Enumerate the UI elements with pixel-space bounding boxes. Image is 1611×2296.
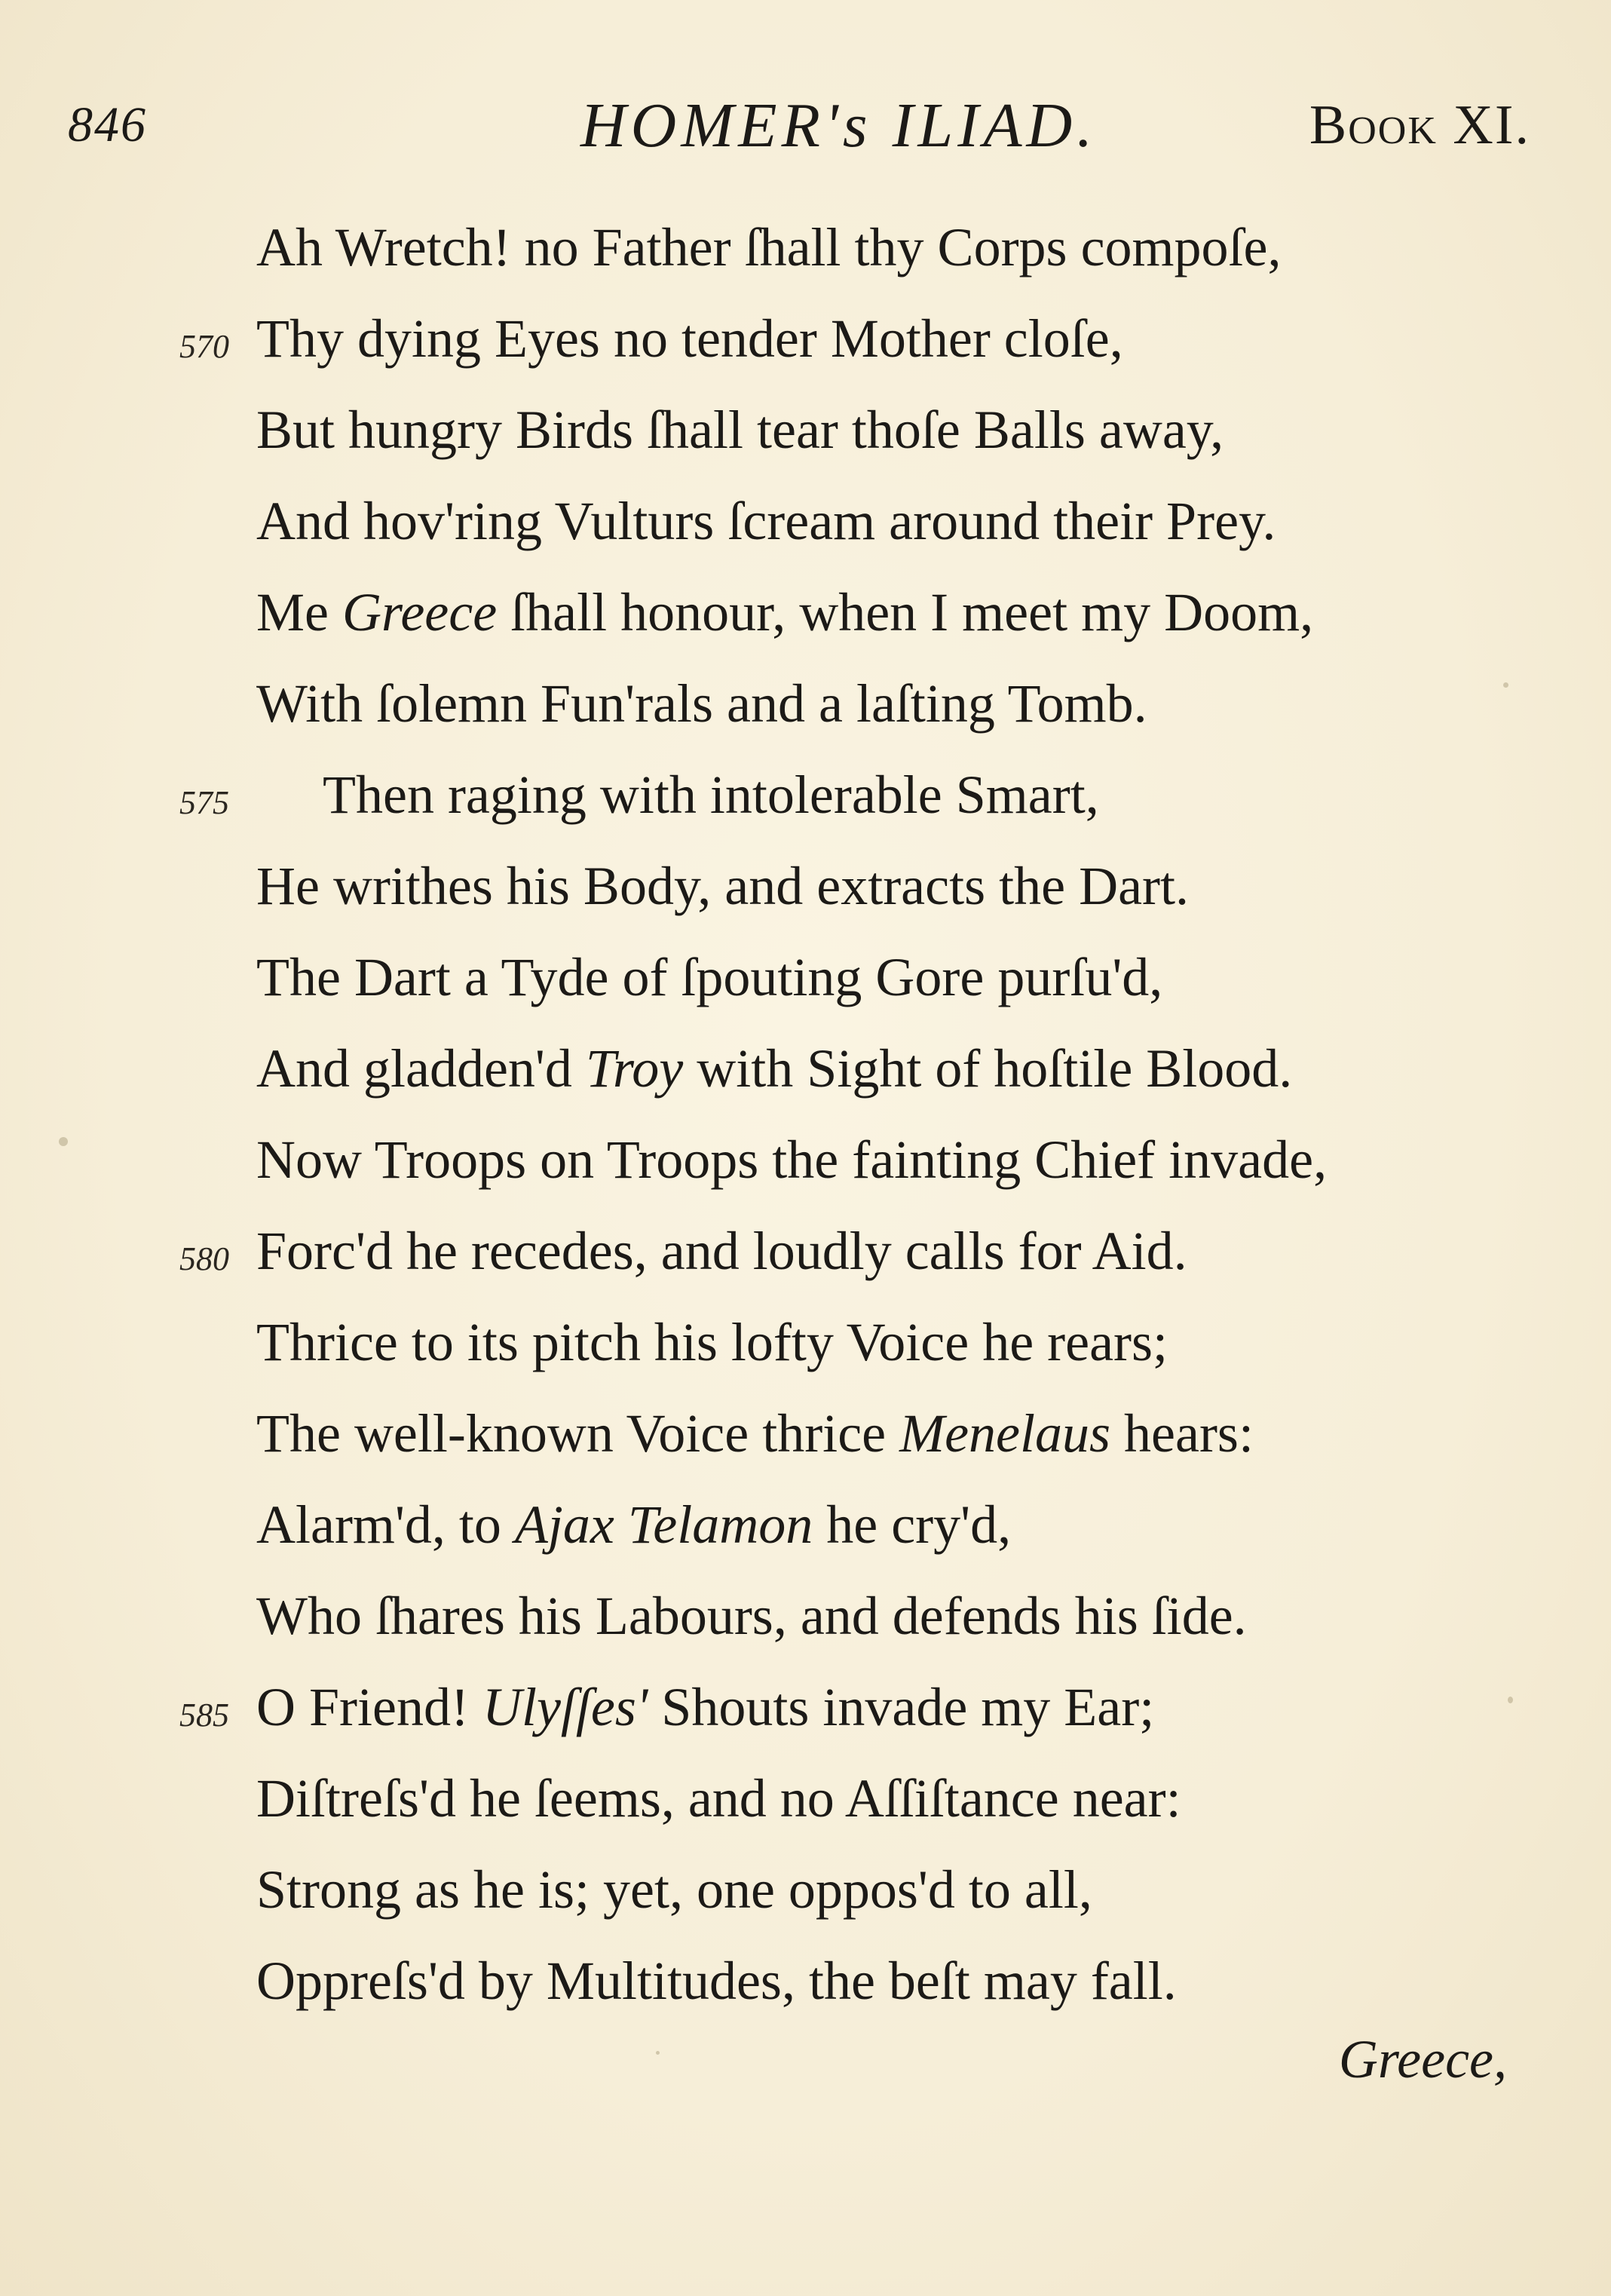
verse-line [0,1571,1611,1662]
line-number: 585 [179,1697,229,1733]
verse-line [0,1479,1611,1571]
verse-segment: Strong as he is; yet, one oppos'd to all, [256,1859,1092,1920]
verse-text [256,567,1313,658]
verse-line [0,293,1611,385]
verse-segment: He writhes his Body, and extracts the Dart. [256,856,1190,916]
verse-segment: Then raging with intolerable Smart, [323,765,1099,825]
verse-segment: And hov'ring Vulturs ſcream around their Prey. [256,491,1276,551]
verse-line [0,1206,1611,1297]
verse-text [256,1114,1327,1206]
verse-text [256,476,1276,567]
verse-segment: Now Troops on Troops the fainting Chief invade, [256,1130,1328,1190]
page-number: 846 [68,97,147,152]
verse-text [256,841,1189,932]
verse-segment: Alarm'd, to [256,1494,515,1555]
catchword: Greece, [1338,2029,1507,2089]
verse-text [323,749,1099,841]
verse-line [0,1844,1611,1936]
verse-segment: And gladden'd [256,1038,586,1099]
verse-line [0,385,1611,476]
verse-text [256,385,1224,476]
verse-segment: he cry'd, [813,1494,1012,1555]
verse-segment: hears: [1110,1403,1254,1464]
italic-name: Troy [585,1038,684,1099]
verse-line [0,1936,1611,2027]
verse-text [256,1206,1187,1297]
verse-segment: Forc'd he recedes, and loudly calls for Aid. [256,1221,1187,1281]
line-number: 575 [179,784,229,821]
verse-segment: But hungry Birds ſhall tear thoſe Balls away, [256,400,1224,460]
verse-text [256,1753,1181,1844]
verse-segment: Shouts invade my Ear; [648,1677,1155,1737]
verse-line [0,841,1611,932]
book-label: Book XI. [1309,94,1530,156]
verse-segment: With ſolemn Fun'rals and a laſting Tomb. [256,673,1147,734]
paper-speck [656,2051,660,2055]
verse-segment: O Friend! [256,1677,482,1737]
verse-text [256,202,1282,293]
line-number: 580 [179,1240,229,1277]
italic-name: Ajax Telamon [514,1494,813,1555]
verse-segment: Diſtreſs'd he ſeems, and no Aſſiſtance near: [256,1768,1181,1829]
verse-segment: Who ſhares his Labours, and defends his ſide. [256,1586,1247,1646]
italic-name: Ulyſſes' [482,1677,648,1737]
verse-segment: with Sight of hoſtile Blood. [683,1038,1293,1099]
verse-text [256,1662,1154,1753]
verse-line [0,749,1611,841]
poem-text [0,202,1611,2027]
verse-line [0,1753,1611,1844]
running-title: HOMER's ILIAD. [580,90,1098,161]
verse-segment: ſhall honour, when I meet my Doom, [497,582,1314,642]
verse-text [256,293,1123,385]
paper-speck [1508,1697,1513,1703]
verse-segment: Thy dying Eyes no tender Mother cloſe, [256,308,1123,369]
verse-text [256,1571,1247,1662]
verse-line [0,932,1611,1023]
verse-segment: The well-known Voice thrice [256,1403,900,1464]
verse-line [0,1662,1611,1753]
verse-segment: Oppreſs'd by Multitudes, the beſt may fall. [256,1951,1177,2011]
verse-text [256,932,1162,1023]
verse-text [256,1023,1292,1114]
verse-line [0,1388,1611,1479]
verse-segment: Thrice to its pitch his lofty Voice he rears; [256,1312,1168,1372]
verse-line [0,202,1611,293]
page-header [68,89,1530,164]
verse-line [0,567,1611,658]
verse-text [256,1936,1177,2027]
verse-segment: Me [256,582,342,642]
verse-text [256,1844,1092,1936]
paper-speck [59,1137,68,1146]
italic-name: Menelaus [899,1403,1111,1464]
verse-text [256,658,1147,749]
verse-line [0,1023,1611,1114]
line-number: 570 [179,328,229,365]
verse-line [0,658,1611,749]
verse-segment: The Dart a Tyde of ſpouting Gore purſu'd, [256,947,1163,1007]
italic-name: Greece [341,582,498,642]
verse-text [256,1297,1168,1388]
verse-text [256,1479,1011,1571]
verse-line [0,476,1611,567]
verse-segment: Ah Wretch! no Father ſhall thy Corps compoſe, [256,217,1282,277]
verse-line [0,1114,1611,1206]
paper-speck [1503,682,1508,688]
verse-line [0,1297,1611,1388]
verse-text [256,1388,1254,1479]
